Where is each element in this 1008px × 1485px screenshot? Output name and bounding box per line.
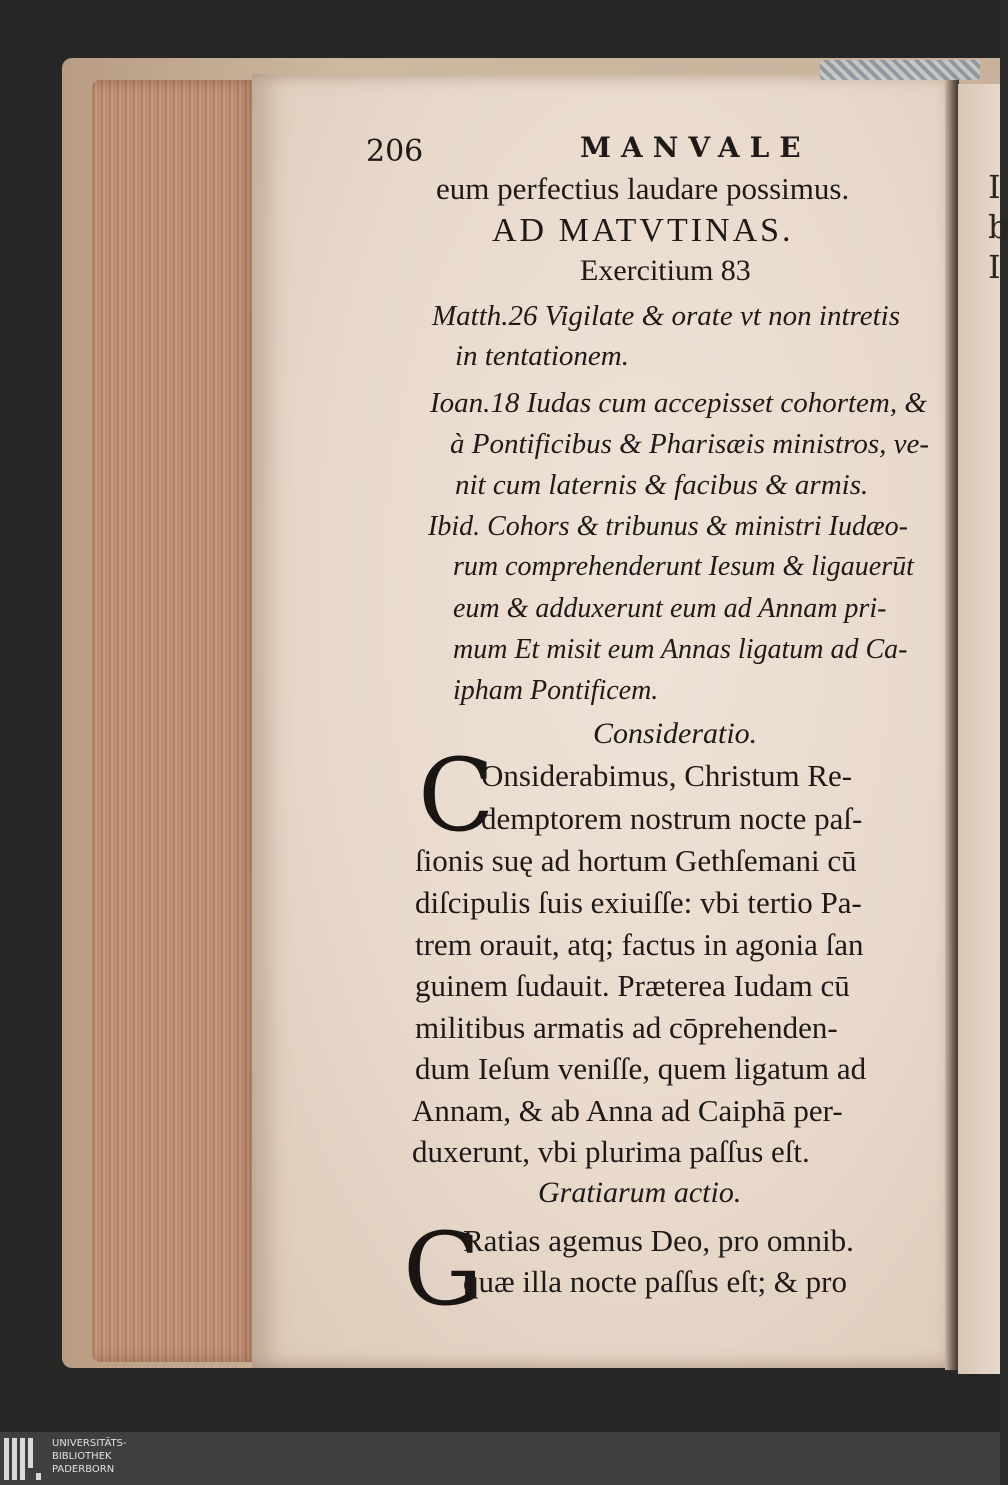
scripture-line: nit cum laternis & facibus & armis. [455,469,869,501]
body-line: ſionis suę ad hortum Gethſemani cū [415,843,857,878]
facing-page-letter: I [988,248,1001,286]
scripture-line: à Pontificibus & Pharisæis ministros, ve- [450,428,930,460]
scripture-line: mum Et misit eum Annas ligatum ad Ca- [453,634,908,665]
library-logo-icon [4,1438,44,1480]
body-line: militibus armatis ad cōprehenden- [415,1010,838,1045]
scripture-line: in tentationem. [455,340,629,372]
body-line: dum Ieſum veniſſe, quem ligatum ad [415,1051,867,1086]
section-heading: AD MATVTINAS. [492,212,794,249]
body-line: Annam, & ab Anna ad Caiphā per- [412,1093,843,1128]
library-name [52,1437,127,1476]
body-line: guinem ſudauit. Præterea Iudam cū [415,968,850,1003]
scripture-line: Ioan.18 Iudas cum accepisset cohortem, & [430,387,927,419]
library-name-line: BIBLIOTHEK [52,1451,112,1462]
scripture-line: Ibid. Cohors & tribunus & ministri Iudæo- [428,511,908,542]
library-name-line: PADERBORN [52,1464,115,1475]
library-name-line: UNIVERSITÄTS- [52,1438,127,1449]
text-line: eum perfectius laudare possimus. [436,171,850,206]
body-line: Onsiderabimus, Christum Re- [481,758,853,793]
gratiarum-heading: Gratiarum actio. [538,1176,742,1209]
running-head: MANVALE [580,131,811,164]
drop-cap: C [418,737,495,854]
scripture-line: eum & adduxerunt eum ad Annam pri- [453,593,887,624]
footer-bar [0,1432,1000,1485]
consideratio-heading: Consideratio. [593,717,758,750]
scripture-line: ipham Pontificem. [453,675,659,706]
exercise-title: Exercitium 83 [580,254,751,287]
page-number: 206 [366,134,424,169]
body-line: diſcipulis ſuis exiuiſſe: vbi tertio Pa- [415,885,862,920]
body-line: demptorem nostrum nocte paſ- [481,801,863,836]
drop-cap: G [403,1211,483,1328]
scripture-line: rum comprehenderunt Iesum & ligauerūt [453,551,914,582]
facing-page-letter: b [988,208,1008,246]
body-line: trem orauit, atq; factus in agonia ſan [415,927,864,962]
scripture-line: Matth.26 Vigilate & orate vt non intretis [432,300,900,332]
body-line: quæ illa nocte paſſus eſt; & pro [463,1264,847,1299]
body-line: duxerunt, vbi plurima paſſus eſt. [412,1134,810,1169]
body-line: Ratias agemus Deo, pro omnib. [463,1223,854,1258]
facing-page-letter: I [988,168,1001,206]
